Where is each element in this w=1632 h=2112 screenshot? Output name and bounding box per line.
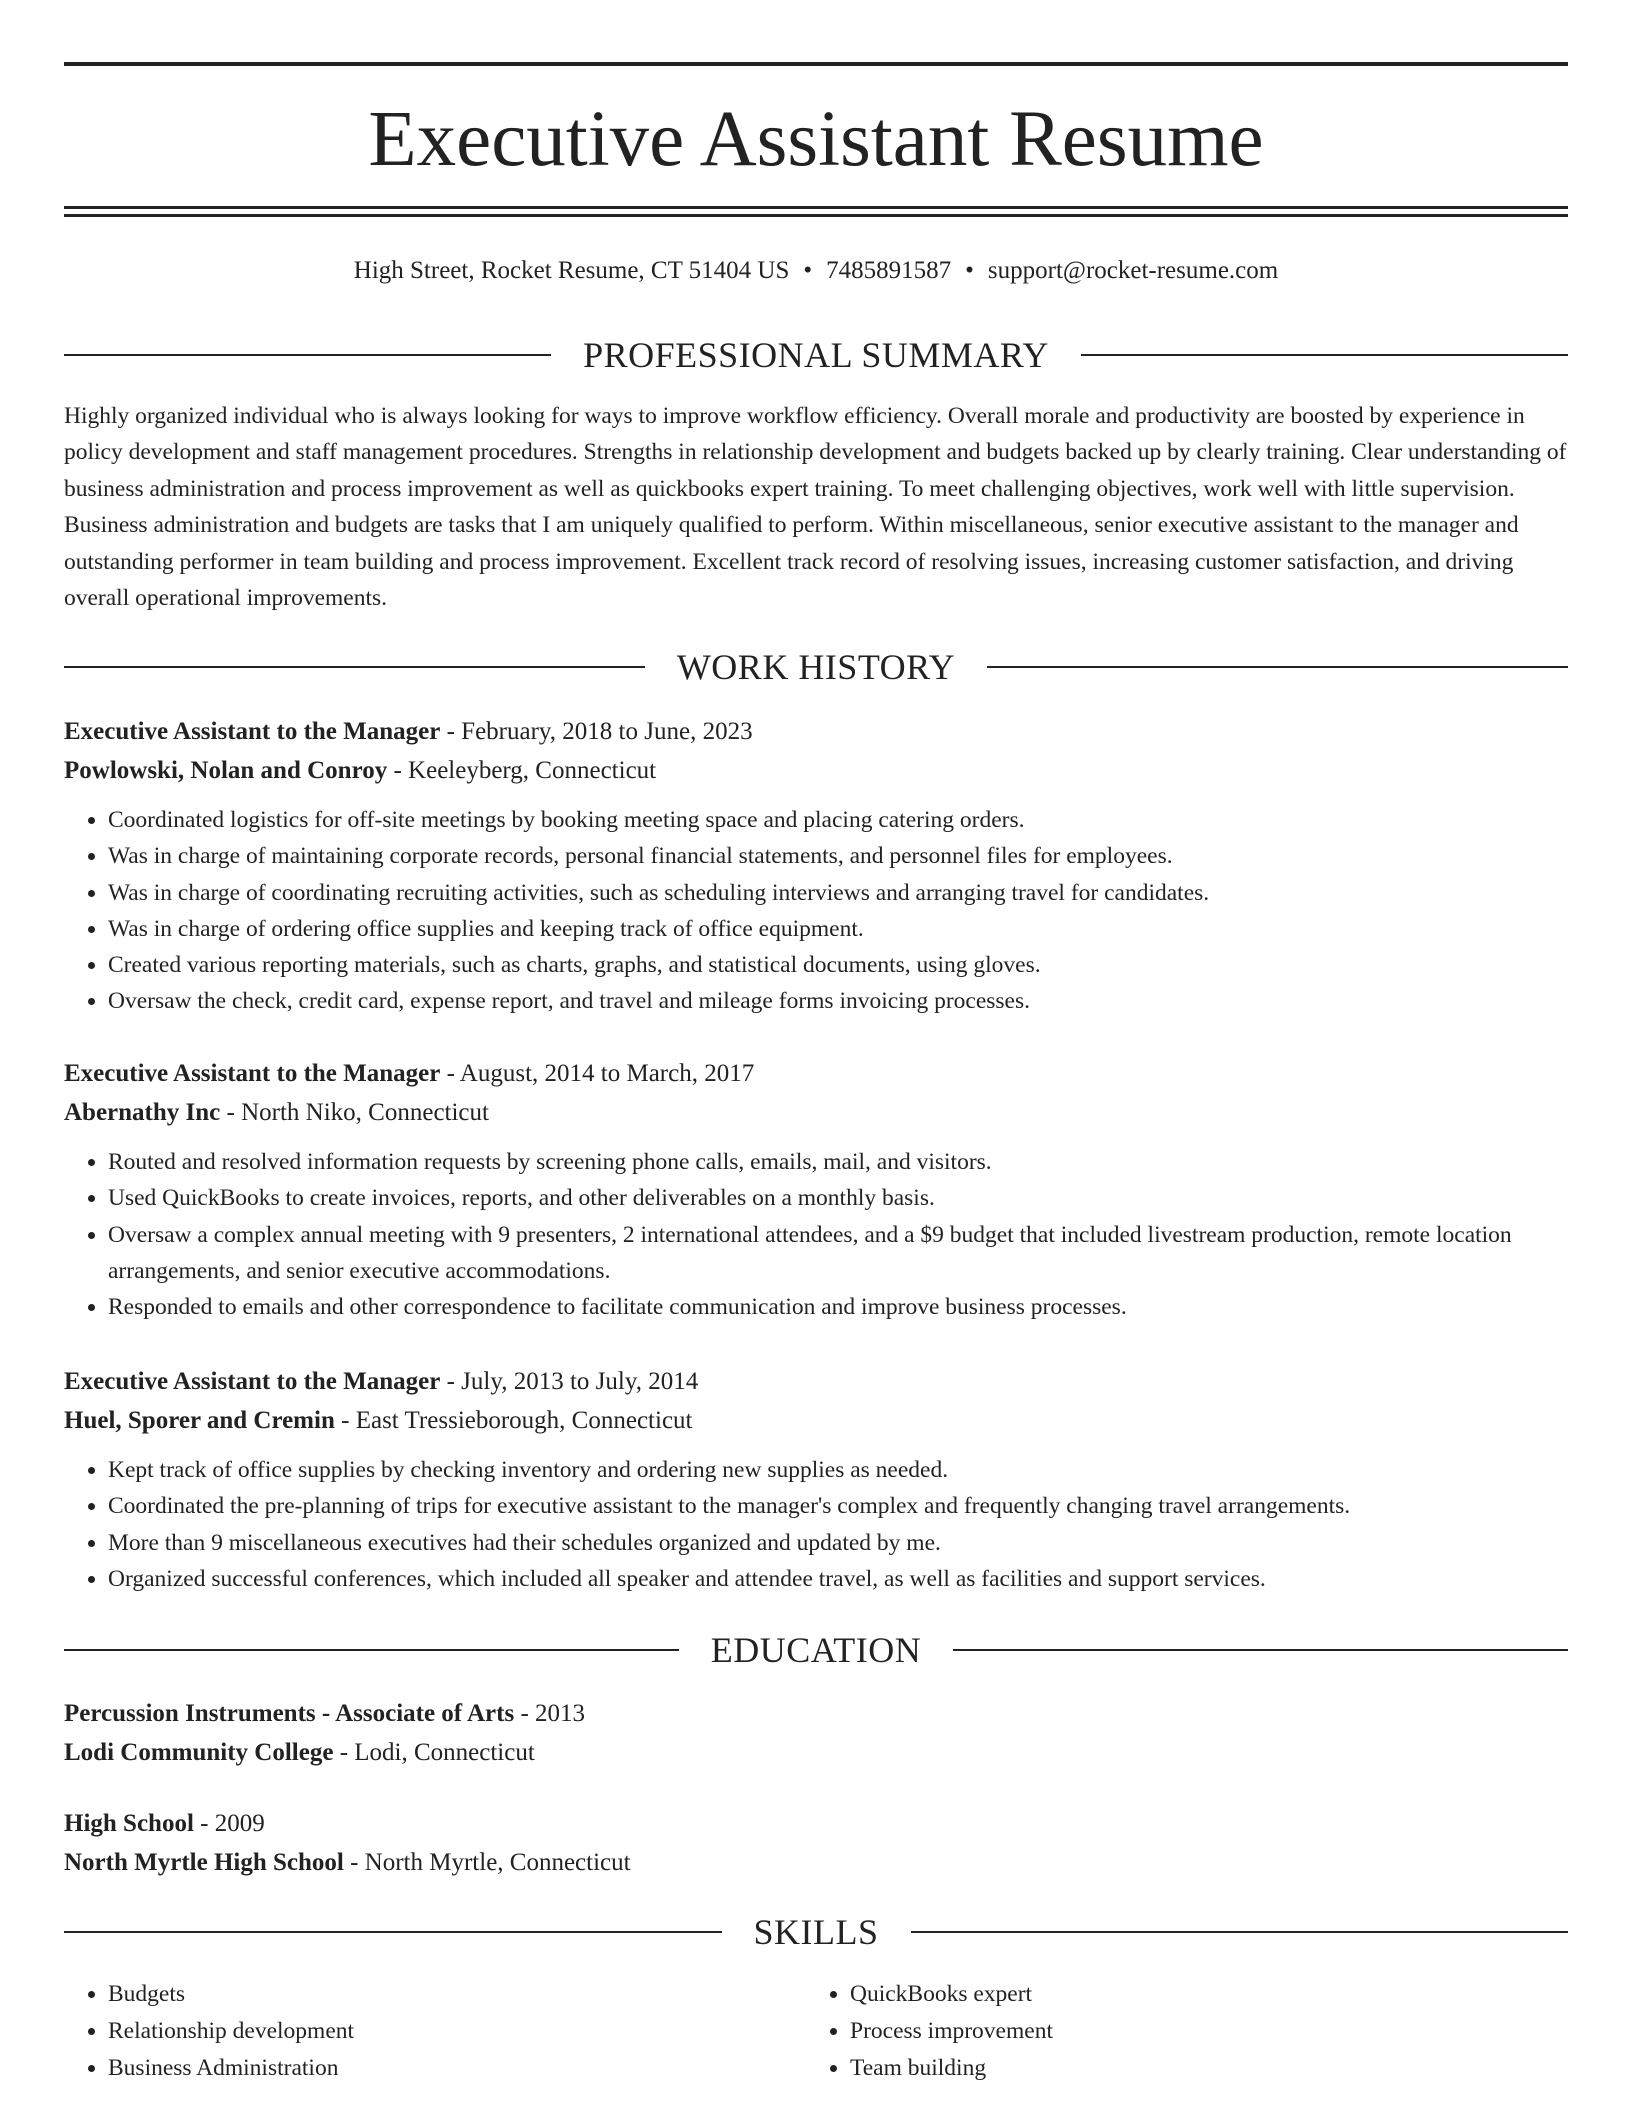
resume-title: Executive Assistant Resume (368, 96, 1264, 183)
contact-line (64, 254, 1568, 288)
list-item: • Organized successful conferences, which included all speaker and attendee travel, as well as facilities and support services. (108, 1561, 1568, 1597)
top-rule (64, 62, 1568, 66)
education-year: 2009 (214, 1810, 265, 1837)
job-dates: August, 2014 to March, 2017 (459, 1060, 755, 1087)
section-title: PROFESSIONAL SUMMARY (583, 335, 1049, 375)
list-item: • Used QuickBooks to create invoices, reports, and other deliverables on a monthly basis. (108, 1180, 1568, 1216)
list-item: • Kept track of office supplies by checking inventory and ordering new supplies as needed. (108, 1452, 1568, 1488)
skill-item: • QuickBooks expert (850, 1976, 1546, 2013)
job-entry (64, 1362, 1568, 1597)
education-entry (64, 1694, 1568, 1772)
summary-block (64, 398, 1568, 616)
section-rule-right (987, 666, 1568, 668)
job-company-line: Abernathy Inc - North Niko, Connecticut (64, 1099, 489, 1126)
education-year: 2013 (535, 1700, 586, 1727)
list-item: • Oversaw the check, credit card, expense report, and travel and mileage forms invoicing processes. (108, 983, 1568, 1019)
job-bullets (64, 1452, 1568, 1597)
title-double-rule-bottom (64, 214, 1568, 217)
education-degree-line: Percussion Instruments - Associate of Arts - 2013 (64, 1700, 586, 1727)
job-company-line: Powlowski, Nolan and Conroy - Keeleyberg, Connecticut (64, 757, 657, 784)
job-company: Huel, Sporer and Cremin (64, 1407, 335, 1434)
job-role: Executive Assistant to the Manager (64, 1060, 441, 1087)
job-title-line: Executive Assistant to the Manager - August, 2014 to March, 2017 (64, 1060, 755, 1087)
education-school-line: North Myrtle High School - North Myrtle, Connecticut (64, 1849, 631, 1876)
job-title-line: Executive Assistant to the Manager - February, 2018 to June, 2023 (64, 718, 753, 745)
list-item: • Oversaw a complex annual meeting with 9 presenters, 2 international attendees, and a $9 budget that included livestream production, remote location arrangements, and senior executive accommodations. (108, 1217, 1568, 1290)
job-company-line: Huel, Sporer and Cremin - East Tressieborough, Connecticut (64, 1407, 693, 1434)
list-item: • Was in charge of ordering office supplies and keeping track of office equipment. (108, 911, 1568, 947)
job-company: Abernathy Inc (64, 1099, 221, 1126)
list-item: • Responded to emails and other correspondence to facilitate communication and improve business processes. (108, 1289, 1568, 1325)
job-location: Keeleyberg, Connecticut (408, 757, 657, 784)
job-entry (64, 1054, 1568, 1325)
education-degree-line: High School - 2009 (64, 1810, 265, 1837)
list-item: • Was in charge of maintaining corporate records, personal financial statements, and personnel files for employees. (108, 838, 1568, 874)
section-header-skills (64, 1907, 1568, 1957)
contact-address: High Street, Rocket Resume, CT 51404 US (353, 257, 790, 284)
list-item: • Was in charge of coordinating recruiting activities, such as scheduling interviews and arranging travel for candidates. (108, 875, 1568, 911)
section-rule-left (64, 354, 551, 356)
title-double-rule-top (64, 206, 1568, 209)
list-item: • Coordinated the pre-planning of trips for executive assistant to the manager's complex and frequently changing travel arrangements. (108, 1488, 1568, 1524)
education-location: Lodi, Connecticut (354, 1739, 535, 1766)
section-header-education (64, 1625, 1568, 1675)
section-rule-right (911, 1931, 1569, 1933)
job-dates: February, 2018 to June, 2023 (461, 718, 753, 745)
list-item: • More than 9 miscellaneous executives had their schedules organized and updated by me. (108, 1525, 1568, 1561)
job-location: North Niko, Connecticut (241, 1099, 489, 1126)
summary-text: Highly organized individual who is always looking for ways to improve workflow efficiency. Overall morale and productivity are boosted by experience in policy development and staff management procedures. Strengths in relationship development and budgets backed up by clearly training. Clear understanding of business administration and process improvement as well as quickbooks expert training. To meet challenging objectives, work well with little supervision. Business administration and budgets are tasks that I am uniquely qualified to perform. Within miscellaneous, senior executive assistant to the manager and outstanding performer in team building and process improvement. Excellent track record of resolving issues, increasing customer satisfaction, and driving overall operational improvements. (64, 403, 1567, 612)
job-company: Powlowski, Nolan and Conroy (64, 757, 388, 784)
section-title: EDUCATION (710, 1630, 922, 1670)
section-title: WORK HISTORY (676, 647, 956, 687)
section-rule-right (953, 1649, 1568, 1651)
list-item: • Coordinated logistics for off-site meetings by booking meeting space and placing catering orders. (108, 802, 1568, 838)
education-school-line: Lodi Community College - Lodi, Connecticut (64, 1739, 535, 1766)
education-entry (64, 1804, 1568, 1882)
job-entry (64, 712, 1568, 1020)
skills-column-left (64, 1976, 804, 2087)
skill-item: • Relationship development (108, 2013, 804, 2050)
list-item: • Routed and resolved information requests by screening phone calls, emails, mail, and visitors. (108, 1144, 1568, 1180)
skills-column-right (806, 1976, 1546, 2087)
job-title-line: Executive Assistant to the Manager - July, 2013 to July, 2014 (64, 1368, 699, 1395)
education-degree: Percussion Instruments - Associate of Arts (64, 1700, 515, 1727)
education-school: North Myrtle High School (64, 1849, 344, 1876)
skill-item: • Team building (850, 2050, 1546, 2087)
job-bullets (64, 802, 1568, 1020)
skills-list (806, 1976, 1546, 2087)
job-role: Executive Assistant to the Manager (64, 718, 441, 745)
contact-email: support@rocket-resume.com (987, 257, 1279, 284)
list-item: • Created various reporting materials, such as charts, graphs, and statistical documents, using gloves. (108, 947, 1568, 983)
education-school: Lodi Community College (64, 1739, 334, 1766)
job-role: Executive Assistant to the Manager (64, 1368, 441, 1395)
education-location: North Myrtle, Connecticut (364, 1849, 631, 1876)
job-location: East Tressieborough, Connecticut (355, 1407, 693, 1434)
skills-list (64, 1976, 804, 2087)
skill-item: • Business Administration (108, 2050, 804, 2087)
education-degree: High School (64, 1810, 194, 1837)
contact-phone: 7485891587 (826, 257, 952, 284)
section-header-work-history (64, 642, 1568, 692)
job-dates: July, 2013 to July, 2014 (461, 1368, 699, 1395)
section-rule-left (64, 1931, 722, 1933)
section-title: SKILLS (753, 1912, 879, 1952)
section-header-summary (64, 330, 1568, 380)
skill-item: • Process improvement (850, 2013, 1546, 2050)
separator-dot: • (803, 257, 813, 284)
skill-item: • Budgets (108, 1976, 804, 2013)
separator-dot: • (965, 257, 974, 284)
section-rule-right (1081, 354, 1568, 356)
job-bullets (64, 1144, 1568, 1325)
section-rule-left (64, 1649, 679, 1651)
section-rule-left (64, 666, 645, 668)
